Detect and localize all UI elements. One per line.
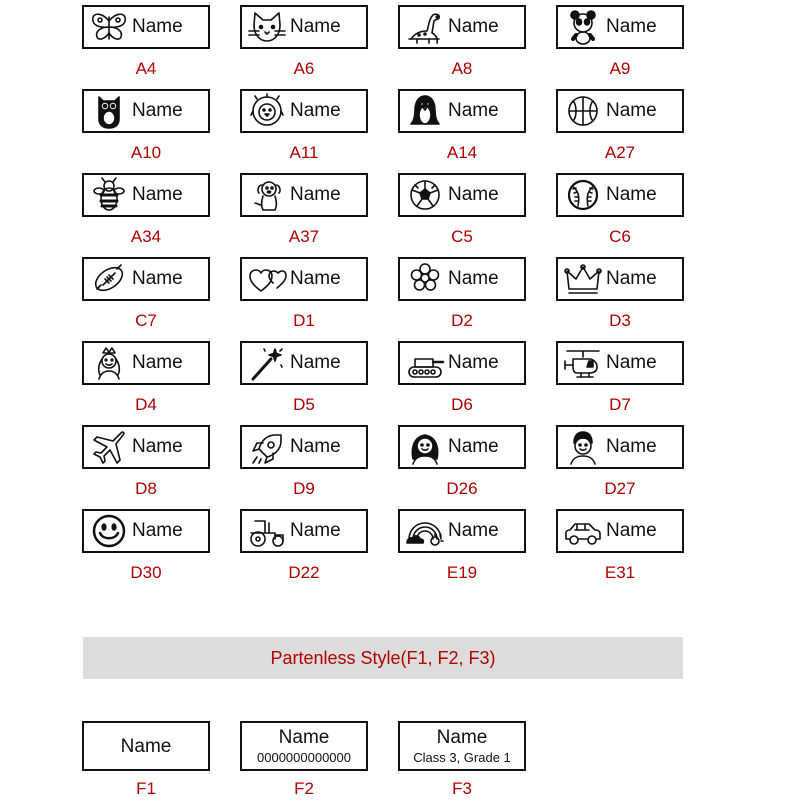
car-icon	[558, 511, 608, 551]
label-option[interactable]	[398, 509, 526, 593]
label-style-code: D27	[604, 479, 636, 498]
bee-icon	[84, 175, 134, 215]
patternless-style-banner: Partenless Style(F1, F2, F3)	[83, 637, 683, 679]
label-option[interactable]	[240, 5, 368, 89]
label-style-code: D2	[451, 311, 473, 330]
label-name-text: Name	[448, 436, 499, 457]
label-preview	[240, 721, 368, 771]
label-name-text: Name	[290, 16, 341, 37]
label-option[interactable]	[240, 89, 368, 173]
label-preview	[556, 173, 684, 217]
label-option[interactable]	[398, 173, 526, 257]
label-option[interactable]	[240, 257, 368, 341]
label-style-code: D3	[609, 311, 631, 330]
label-name-text: Name	[132, 184, 183, 205]
label-name-text: Name	[290, 100, 341, 121]
label-name-text: Name	[606, 268, 657, 289]
label-preview	[398, 721, 526, 771]
label-preview	[240, 5, 368, 49]
label-preview	[556, 257, 684, 301]
label-style-code: D22	[288, 563, 320, 582]
label-name-text: Name	[278, 726, 330, 748]
label-option[interactable]	[398, 89, 526, 173]
label-option[interactable]	[556, 341, 684, 425]
label-style-code: A34	[130, 227, 162, 246]
label-style-code: A27	[604, 143, 636, 162]
label-name-text: Name	[606, 100, 657, 121]
icon-label-grid	[82, 5, 684, 593]
label-style-code: F1	[136, 779, 156, 798]
flower-icon	[400, 259, 450, 299]
label-number-text: 0000000000000	[257, 749, 351, 765]
label-preview	[398, 341, 526, 385]
label-name-text: Name	[448, 184, 499, 205]
label-style-code: D5	[293, 395, 315, 414]
label-preview	[556, 341, 684, 385]
label-style-code: F2	[294, 779, 314, 798]
owl-icon	[84, 91, 134, 131]
cat-icon	[242, 7, 292, 47]
label-option[interactable]	[398, 721, 526, 801]
label-name-text: Name	[448, 520, 499, 541]
label-option[interactable]	[240, 509, 368, 593]
label-option[interactable]	[82, 5, 210, 89]
basketball-icon	[558, 91, 608, 131]
label-preview	[82, 173, 210, 217]
label-style-code: A6	[293, 59, 315, 78]
label-preview	[398, 257, 526, 301]
label-name-text: Name	[290, 352, 341, 373]
helicopter-icon	[558, 343, 608, 383]
label-option[interactable]	[556, 509, 684, 593]
magic-wand-icon	[242, 343, 292, 383]
label-preview	[240, 425, 368, 469]
label-preview	[398, 89, 526, 133]
label-option[interactable]	[556, 89, 684, 173]
label-preview	[398, 425, 526, 469]
label-option[interactable]	[398, 341, 526, 425]
label-style-code: D6	[451, 395, 473, 414]
label-preview	[398, 509, 526, 553]
label-style-code: C6	[609, 227, 631, 246]
label-name-text: Name	[290, 520, 341, 541]
tank-icon	[400, 343, 450, 383]
label-name-text: Name	[132, 520, 183, 541]
panda-icon	[558, 7, 608, 47]
label-name-text: Name	[290, 268, 341, 289]
dinosaur-icon	[400, 7, 450, 47]
label-preview	[556, 5, 684, 49]
label-option[interactable]	[556, 425, 684, 509]
label-option[interactable]	[556, 173, 684, 257]
label-name-text: Name	[132, 16, 183, 37]
label-option[interactable]	[398, 257, 526, 341]
label-option[interactable]	[556, 257, 684, 341]
label-style-code: A4	[135, 59, 157, 78]
label-option[interactable]	[240, 341, 368, 425]
label-name-text: Name	[290, 184, 341, 205]
label-name-text: Name	[436, 726, 488, 748]
label-style-code: D1	[293, 311, 315, 330]
label-name-text: Name	[448, 352, 499, 373]
label-preview	[82, 5, 210, 49]
label-preview	[240, 509, 368, 553]
label-preview	[398, 5, 526, 49]
label-style-code: D8	[135, 479, 157, 498]
penguin-icon	[400, 91, 450, 131]
rocket-icon	[242, 427, 292, 467]
tractor-icon	[242, 511, 292, 551]
rainbow-icon	[400, 511, 450, 551]
label-preview	[82, 425, 210, 469]
label-option[interactable]	[82, 89, 210, 173]
label-style-code: A9	[609, 59, 631, 78]
label-option[interactable]	[82, 721, 210, 801]
label-style-code: A8	[451, 59, 473, 78]
label-style-code: A37	[288, 227, 320, 246]
label-style-code: E31	[604, 563, 636, 582]
football-icon	[84, 259, 134, 299]
label-preview	[240, 173, 368, 217]
label-name-text: Name	[448, 100, 499, 121]
label-name-text: Name	[606, 520, 657, 541]
butterfly-icon	[84, 7, 134, 47]
soccer-ball-icon	[400, 175, 450, 215]
crown-icon	[558, 259, 608, 299]
label-style-code: F3	[452, 779, 472, 798]
label-name-text: Name	[132, 436, 183, 457]
label-option[interactable]	[556, 5, 684, 89]
label-option[interactable]	[240, 173, 368, 257]
label-style-code: C7	[135, 311, 157, 330]
label-style-code: D7	[609, 395, 631, 414]
label-name-text: Name	[120, 735, 172, 757]
label-preview	[82, 341, 210, 385]
label-option[interactable]	[398, 5, 526, 89]
label-name-text: Name	[606, 352, 657, 373]
label-name-text: Name	[132, 268, 183, 289]
label-name-text: Name	[448, 268, 499, 289]
label-name-text: Name	[132, 352, 183, 373]
label-option[interactable]	[240, 425, 368, 509]
label-option[interactable]	[82, 257, 210, 341]
label-preview	[82, 509, 210, 553]
boy-icon	[558, 427, 608, 467]
label-option[interactable]	[82, 425, 210, 509]
label-name-text: Name	[448, 16, 499, 37]
label-option[interactable]	[82, 173, 210, 257]
label-name-text: Name	[132, 100, 183, 121]
label-name-text: Name	[606, 16, 657, 37]
label-style-code: D4	[135, 395, 157, 414]
label-preview	[556, 425, 684, 469]
label-option[interactable]	[240, 721, 368, 801]
label-style-code: A10	[130, 143, 162, 162]
label-preview	[240, 341, 368, 385]
patternless-label-row	[82, 721, 526, 801]
label-option[interactable]	[82, 341, 210, 425]
label-option[interactable]	[82, 509, 210, 593]
label-preview	[556, 509, 684, 553]
label-style-code: E19	[446, 563, 478, 582]
label-preview	[82, 721, 210, 771]
label-style-code: C5	[451, 227, 473, 246]
girl-icon	[400, 427, 450, 467]
label-style-code: D9	[293, 479, 315, 498]
label-style-code: A14	[446, 143, 478, 162]
label-preview	[240, 257, 368, 301]
label-preview	[398, 173, 526, 217]
label-name-text: Name	[606, 184, 657, 205]
label-preview	[240, 89, 368, 133]
airplane-icon	[84, 427, 134, 467]
label-style-code: D26	[446, 479, 478, 498]
smiley-icon	[84, 511, 134, 551]
baseball-icon	[558, 175, 608, 215]
label-option[interactable]	[398, 425, 526, 509]
label-preview	[82, 89, 210, 133]
lion-icon	[242, 91, 292, 131]
label-name-text: Name	[290, 436, 341, 457]
puppy-icon	[242, 175, 292, 215]
label-preview	[82, 257, 210, 301]
label-style-code: D30	[130, 563, 162, 582]
hearts-icon	[242, 259, 292, 299]
label-name-text: Name	[606, 436, 657, 457]
label-class-text: Class 3, Grade 1	[413, 749, 511, 765]
princess-icon	[84, 343, 134, 383]
label-style-code: A11	[289, 143, 319, 162]
label-preview	[556, 89, 684, 133]
